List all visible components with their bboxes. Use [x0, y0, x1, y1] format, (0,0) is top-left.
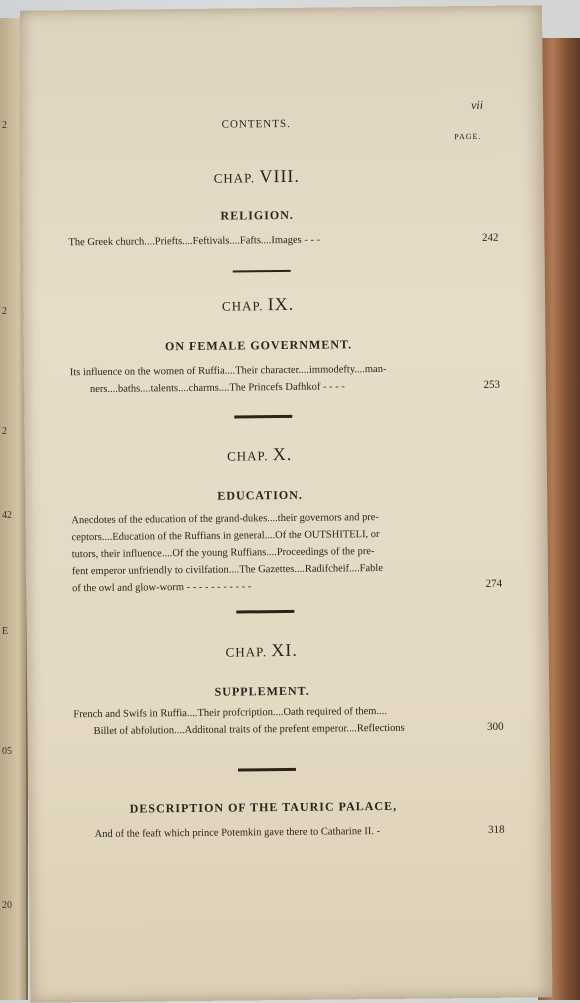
- contents-heading: CONTENTS.: [221, 117, 291, 131]
- margin-mark: E: [2, 626, 9, 637]
- entry-line: fent emperor unfriendly to civilfation....The Gazettes....Radifcheif....Fable: [71, 562, 384, 578]
- page-column-label: PAGE.: [454, 131, 482, 142]
- entry-line: tutors, their influence....Of the young Ruffians....Proceedings of the pre-: [71, 546, 375, 561]
- chapter-subtitle: EDUCATION.: [217, 487, 303, 503]
- section-divider: [233, 270, 291, 273]
- section-entry: [75, 822, 505, 843]
- margin-mark: 2: [2, 426, 7, 437]
- entry-line: French and Swifs in Ruffia....Their profcription....Oath required of them....: [73, 705, 388, 721]
- page-number: 253: [483, 378, 501, 391]
- page-number: 318: [488, 823, 505, 836]
- chapter-entry: [69, 360, 501, 398]
- margin-mark: 05: [2, 746, 12, 757]
- entry-line: ceptors....Education of the Ruffians in general....Of the OUTSHITELI, or: [71, 528, 380, 544]
- section-divider: [234, 415, 292, 419]
- chapter-entry: [71, 508, 503, 597]
- margin-mark: 42: [2, 510, 12, 521]
- page-number: 274: [485, 577, 503, 590]
- chapter-heading: CHAP. VIII.: [213, 165, 300, 187]
- entry-line: ners....baths....talents....charms....The Princefs Dafhkof - - - -: [89, 381, 345, 396]
- entry-line: And of the feaft which prince Potemkin gave there to Catharine II. -: [94, 826, 381, 840]
- chapter-heading: CHAP. XI.: [225, 639, 298, 661]
- entry-line: Its influence on the women of Ruffia....Their character....immodefty....man-: [69, 363, 387, 379]
- entry-line: The Greek church....Priefts....Feftivals....Fafts....Images - - -: [68, 234, 321, 249]
- entry-line: Anecdotes of the education of the grand-dukes....their governors and pre-: [71, 512, 380, 527]
- book-page: [20, 5, 552, 1002]
- chapter-heading: CHAP. IX.: [221, 293, 295, 315]
- entry-line: Billet of abfolution....Additonal traits of the prefent emperor....Reflections: [93, 722, 405, 738]
- chapter-subtitle: ON FEMALE GOVERNMENT.: [164, 337, 353, 354]
- section-divider: [238, 768, 296, 772]
- page-number: 300: [486, 720, 504, 733]
- margin-mark: 2: [2, 120, 7, 131]
- section-divider: [236, 610, 294, 614]
- chapter-subtitle: SUPPLEMENT.: [214, 683, 310, 699]
- entry-line: of the owl and glow-worm - - - - - - - - - - -: [72, 581, 252, 595]
- chapter-entry: [68, 230, 499, 251]
- chapter-entry: [73, 702, 504, 740]
- section-title: DESCRIPTION OF THE TAURIC PALACE,: [129, 798, 398, 816]
- page-folio: vii: [470, 97, 484, 113]
- page-number: 242: [481, 231, 499, 244]
- margin-mark: 2: [2, 306, 7, 317]
- margin-mark: 20: [2, 900, 12, 911]
- chapter-subtitle: RELIGION.: [220, 207, 294, 223]
- chapter-heading: CHAP. X.: [226, 443, 293, 465]
